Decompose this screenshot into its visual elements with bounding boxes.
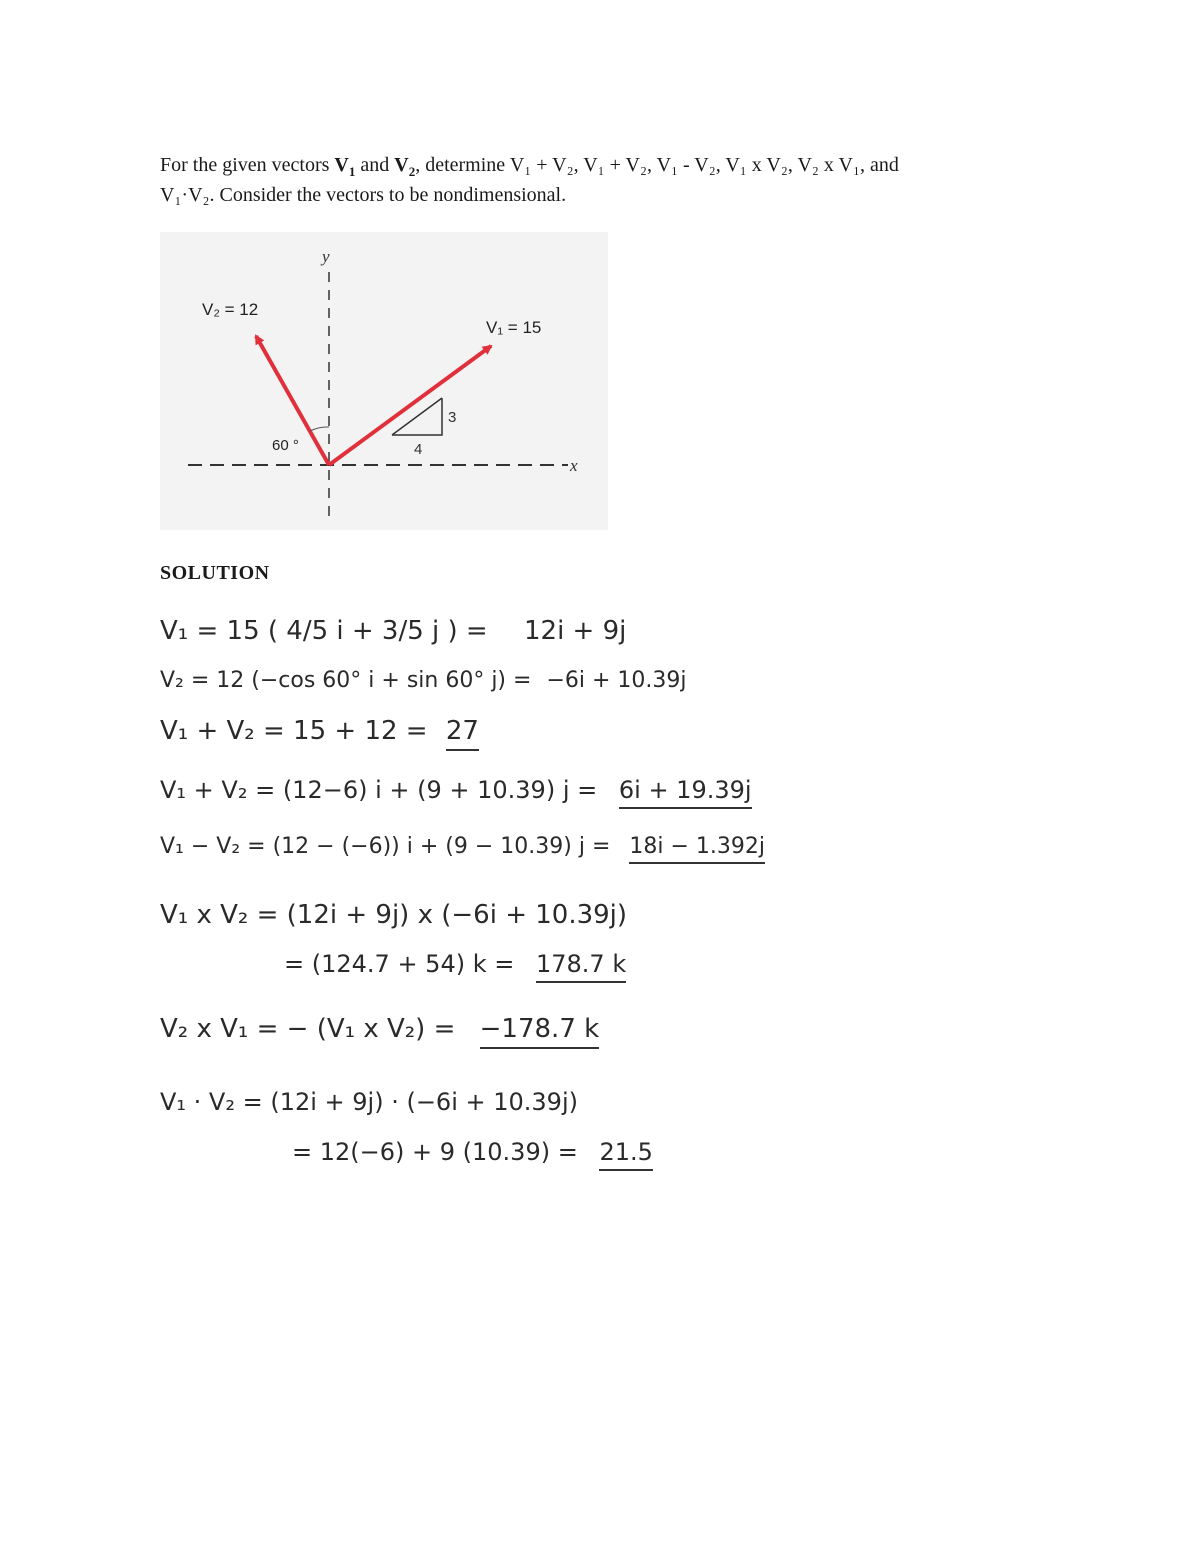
solution-line-cross-1: V₁ x V₂ = (12i + 9j) x (−6i + 10.39j): [160, 900, 628, 930]
solution-line-cross-2: = (124.7 + 54) k = 178.7 k: [284, 950, 626, 978]
solution-line-difference: V₁ − V₂ = (12 − (−6)) i + (9 − 10.39) j = 18i − 1.392j: [160, 834, 765, 859]
solution-line-cross-reverse: V₂ x V₁ = − (V₁ x V₂) = −178.7 k: [160, 1014, 599, 1044]
solution-line-dot-1: V₁ · V₂ = (12i + 9j) · (−6i + 10.39j): [160, 1088, 578, 1116]
problem-line2: V₁·V₂. Consider the vectors to be nondimensional.: [160, 184, 567, 206]
solution-line-dot-2: = 12(−6) + 9 (10.39) = 21.5: [292, 1138, 653, 1166]
run-label: 4: [414, 441, 423, 458]
v1-symbol: V: [334, 154, 349, 176]
solution-line-v1: V₁ = 15 ( 4/5 i + 3/5 j ) = 12i + 9j: [160, 616, 627, 646]
angle-label: 60 °: [272, 437, 299, 454]
vector-figure: [160, 232, 608, 530]
vector-diagram: [160, 232, 608, 530]
solution-line-magnitude-sum: V₁ + V₂ = 15 + 12 = 27: [160, 716, 479, 746]
y-axis-label: y: [322, 247, 330, 266]
problem-intro: For the given vectors: [160, 154, 335, 176]
solution-heading: SOLUTION: [160, 562, 270, 584]
rise-label: 3: [448, 409, 457, 426]
slope-hypotenuse: [392, 398, 442, 435]
problem-items: V₁ + V₂, V₁ + V₂, V₁ - V₂, V₁ x V₂, V₂ x V₁, and: [509, 154, 899, 176]
angle-arc: [310, 427, 329, 431]
v1-arrow: [329, 346, 491, 465]
v2-label: V₂ = 12: [202, 300, 259, 319]
v2-symbol: V: [394, 154, 409, 176]
solution-line-vector-sum: V₁ + V₂ = (12−6) i + (9 + 10.39) j = 6i + 19.39j: [160, 776, 752, 804]
handwritten-solution: [160, 608, 880, 1188]
v1-label: V₁ = 15: [486, 318, 542, 337]
x-axis-label: x: [570, 456, 578, 475]
solution-line-v2: V₂ = 12 (−cos 60° i + sin 60° j) = −6i + 10.39j: [160, 668, 687, 693]
problem-statement: For the given vectors $V_1$ and $V_2$, determine V₁ + V₂, V₁ + V₂, V₁ - V₂, V₁ x V₂, V₂ x V₁, and V₁·V₂. Consider the vectors to be nondimensional.: [160, 154, 899, 206]
